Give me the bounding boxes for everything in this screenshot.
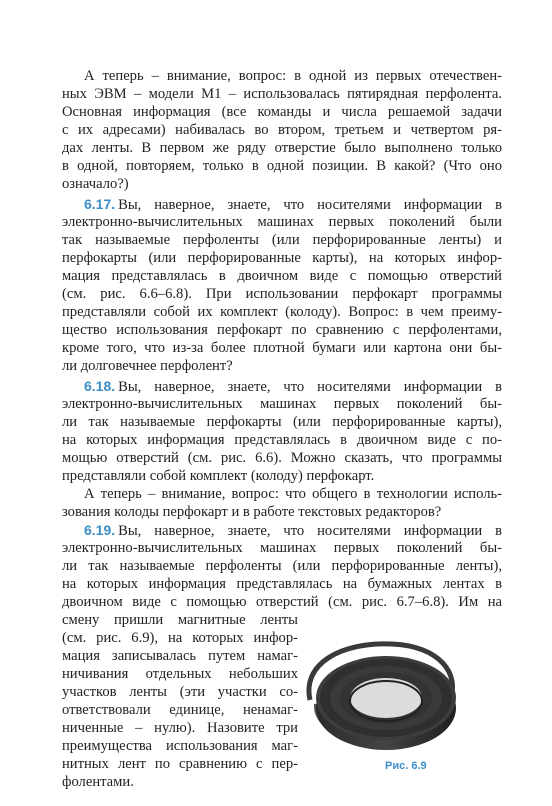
text-line: так называемые перфоленты (или перфорированные ленты) и [62, 232, 502, 248]
text-line: фолентами. [62, 774, 134, 790]
text-line: мация представлялась в двоичном виде с помощью отверстий [62, 268, 502, 284]
text-line: ли так называемые перфокарты (или перфорированные карты), [62, 414, 502, 430]
text-span: Вы, наверное, знаете, что носителями информации в [118, 379, 502, 395]
text-line: двоичном виде с помощью отверстий (см. рис. 6.7–6.8). Им на [62, 594, 502, 610]
text-line: смену пришли магнитные ленты [62, 612, 298, 628]
text-line: (см. рис. 6.6–6.8). При использовании перфокарт программы [62, 286, 502, 302]
text-line: (см. рис. 6.9), на которых инфор- [62, 630, 298, 646]
text-line: на которых информация представлялась на бумажных лентах в [62, 576, 502, 592]
text-line: на которых информация представлялась в двоичном виде с по- [62, 432, 502, 448]
figure-caption: Рис. 6.9 [385, 760, 427, 772]
text-line: ных ЭВМ – модели М1 – использовалась пятирядная перфолента. [62, 86, 502, 102]
text-line: преимущества использования маг- [62, 738, 298, 754]
text-line: ли долговечнее перфолент? [62, 358, 233, 374]
text-line: представляли собой комплект (колоду) перфокарт. [62, 468, 375, 484]
text-line: перфокарты (или перфорированные карты), на которых инфор- [62, 250, 502, 266]
text-line: мощью отверстий (см. рис. 6.6). Можно сказать, что программы [62, 450, 502, 466]
text-line: А теперь – внимание, вопрос: в одной из первых отечествен- [84, 68, 502, 84]
text-line: зования колоды перфокарт и в работе текстовых редакторов? [62, 504, 442, 520]
text-line: электронно-вычислительных машинах первых поколений бы- [62, 396, 502, 412]
text-line: с их адресами) набивалась во втором, третьем и четвертом ря- [62, 122, 502, 138]
text-line: означало?) [62, 176, 129, 192]
text-line: ответствовали единице, ненамаг- [62, 702, 298, 718]
text-line: участков ленты (эти участки со- [62, 684, 298, 700]
exercise-number: 6.17. [84, 196, 116, 212]
text-line: кроме того, что из-за более плотной бумаги или картона они бы- [62, 340, 502, 356]
text-line: электронно-вычислительных машинах первых поколений были [62, 214, 502, 230]
text-line: ничивания отдельных небольших [62, 666, 298, 682]
text-line: нитных лент по сравнению с пер- [62, 756, 298, 772]
exercise-first-line [84, 522, 502, 539]
exercise-first-line [84, 196, 502, 213]
text-line: электронно-вычислительных машинах первых поколений бы- [62, 540, 502, 556]
text-line: представляли собой их комплект (колоду). Вопрос: в чем преиму- [62, 304, 502, 320]
text-line: в одной, повторяем, только в одной позиции. В какой? (Что оно [62, 158, 502, 174]
text-line: мация записывалась путем намаг- [62, 648, 298, 664]
text-line: ли так называемые перфоленты (или перфорированные ленты), [62, 558, 502, 574]
text-span: Вы, наверное, знаете, что носителями информации в [118, 197, 502, 213]
exercise-number: 6.19. [84, 522, 116, 538]
exercise-number: 6.18. [84, 378, 116, 394]
text-span: Вы, наверное, знаете, что носителями информации в [118, 523, 502, 539]
magnetic-tape-reel-icon [300, 604, 464, 760]
exercise-first-line [84, 378, 502, 395]
text-line: дах ленты. В первом же ряду отверстие было выполнено только [62, 140, 502, 156]
text-line: А теперь – внимание, вопрос: что общего в технологии исполь- [84, 486, 502, 502]
text-line: щество использования перфокарт по сравнению с перфолентами, [62, 322, 502, 338]
text-line: ниченные – нулю). Назовите три [62, 720, 298, 736]
text-line: Основная информация (все команды и числа решаемой задачи [62, 104, 502, 120]
